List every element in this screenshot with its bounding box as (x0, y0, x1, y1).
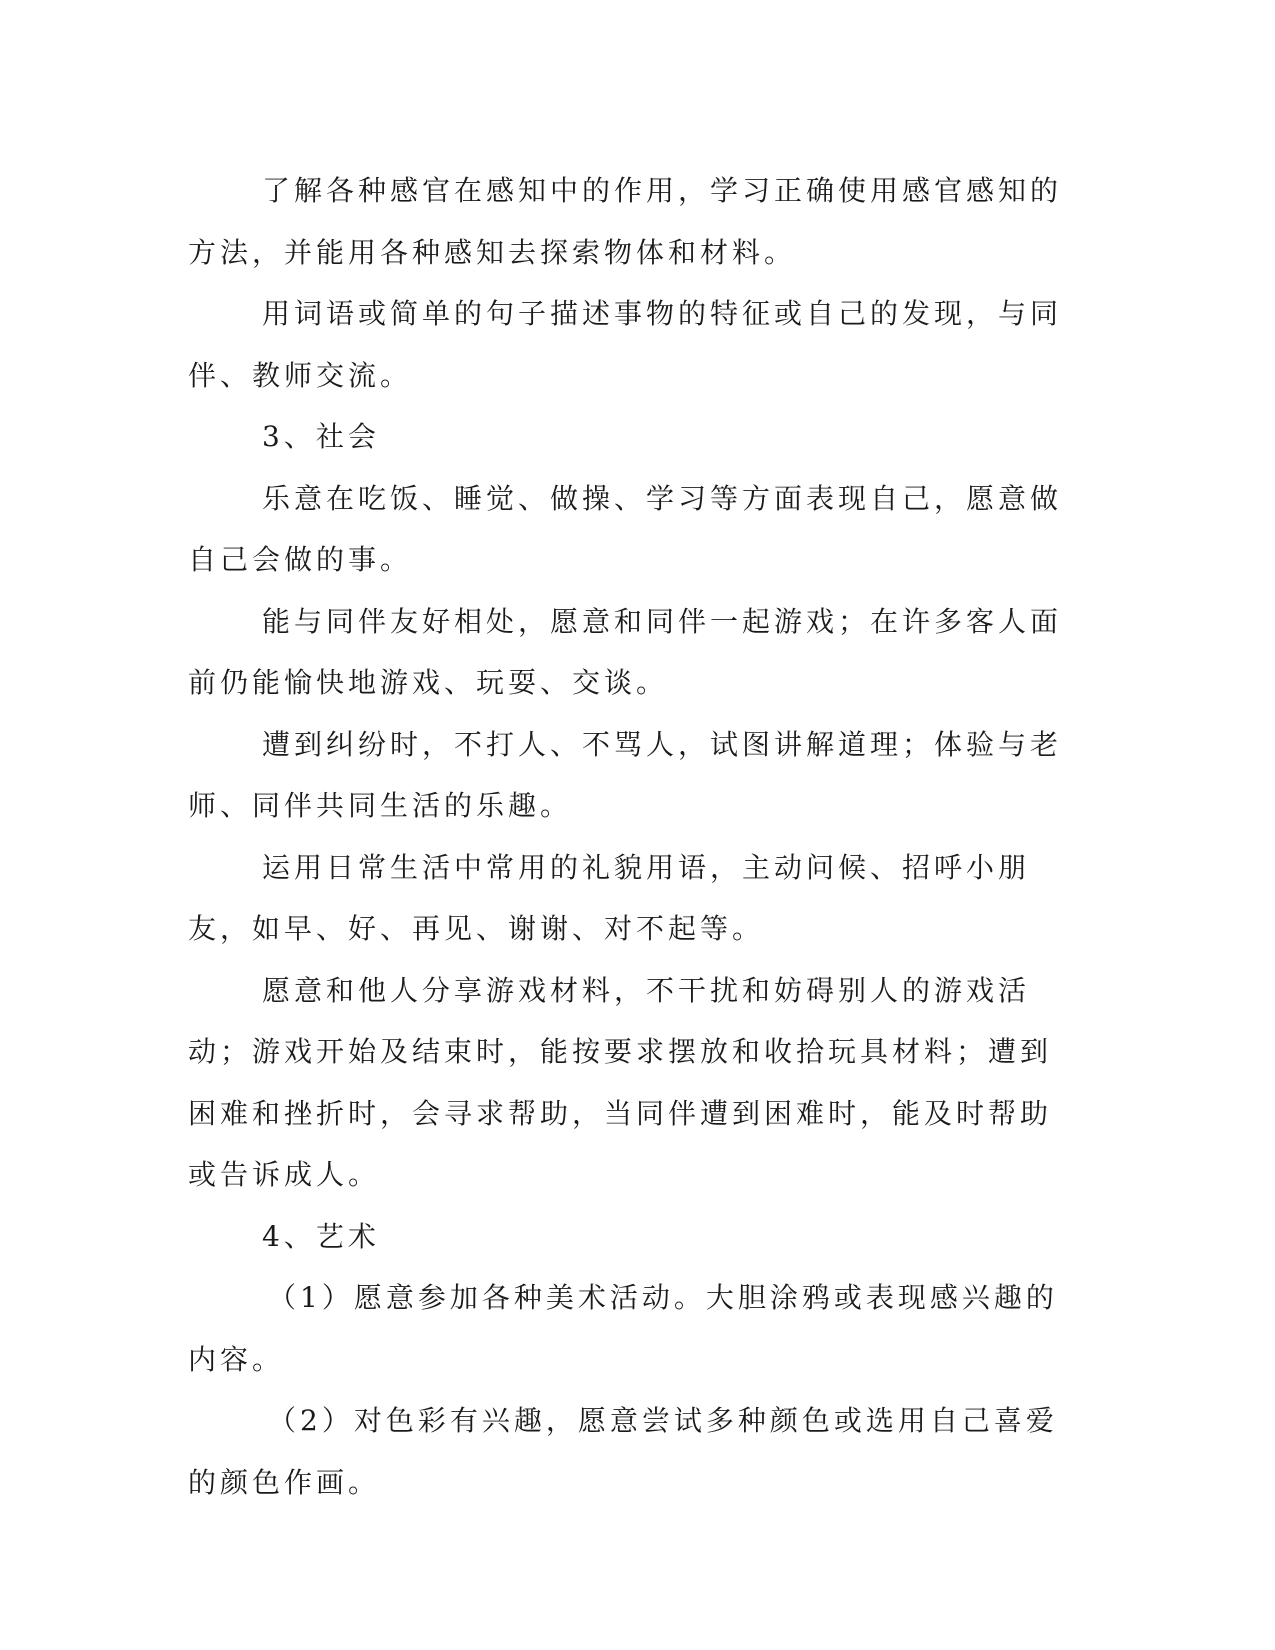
list-item-art-2: （2）对色彩有兴趣，愿意尝试多种颜色或选用自己喜爱的颜色作画。 (188, 1404, 1058, 1499)
paragraph-sharing: 愿意和他人分享游戏材料，不干扰和妨碍别人的游戏活动；游戏开始及结束时，能按要求摆放和收拾玩具材料；遭到困难和挫折时，会寻求帮助，当同伴遭到困难时，能及时帮助或告诉成人。 (188, 973, 1053, 1191)
document-body (188, 160, 1078, 1513)
section-heading-art: 4、艺术 (262, 1219, 380, 1253)
paragraph-describe: 用词语或简单的句子描述事物的特征或自己的发现，与同伴、教师交流。 (188, 297, 1063, 392)
paragraph-polite-words: 运用日常生活中常用的礼貌用语，主动问候、招呼小朋友，如早、好、再见、谢谢、对不起等。 (188, 850, 1031, 945)
list-item-art-1: （1）愿意参加各种美术活动。大胆涂鸦或表现感兴趣的内容。 (188, 1281, 1058, 1376)
paragraph-get-along: 能与同伴友好相处，愿意和同伴一起游戏；在许多客人面前仍能愉快地游戏、玩耍、交谈。 (188, 604, 1063, 699)
paragraph-express-self: 乐意在吃饭、睡觉、做操、学习等方面表现自己，愿意做自己会做的事。 (188, 481, 1063, 576)
paragraph-disputes: 遭到纠纷时，不打人、不骂人，试图讲解道理；体验与老师、同伴共同生活的乐趣。 (188, 727, 1063, 822)
section-heading-society: 3、社会 (262, 420, 380, 453)
paragraph-senses: 了解各种感官在感知中的作用，学习正确使用感官感知的方法，并能用各种感知去探索物体和材料。 (188, 174, 1063, 269)
